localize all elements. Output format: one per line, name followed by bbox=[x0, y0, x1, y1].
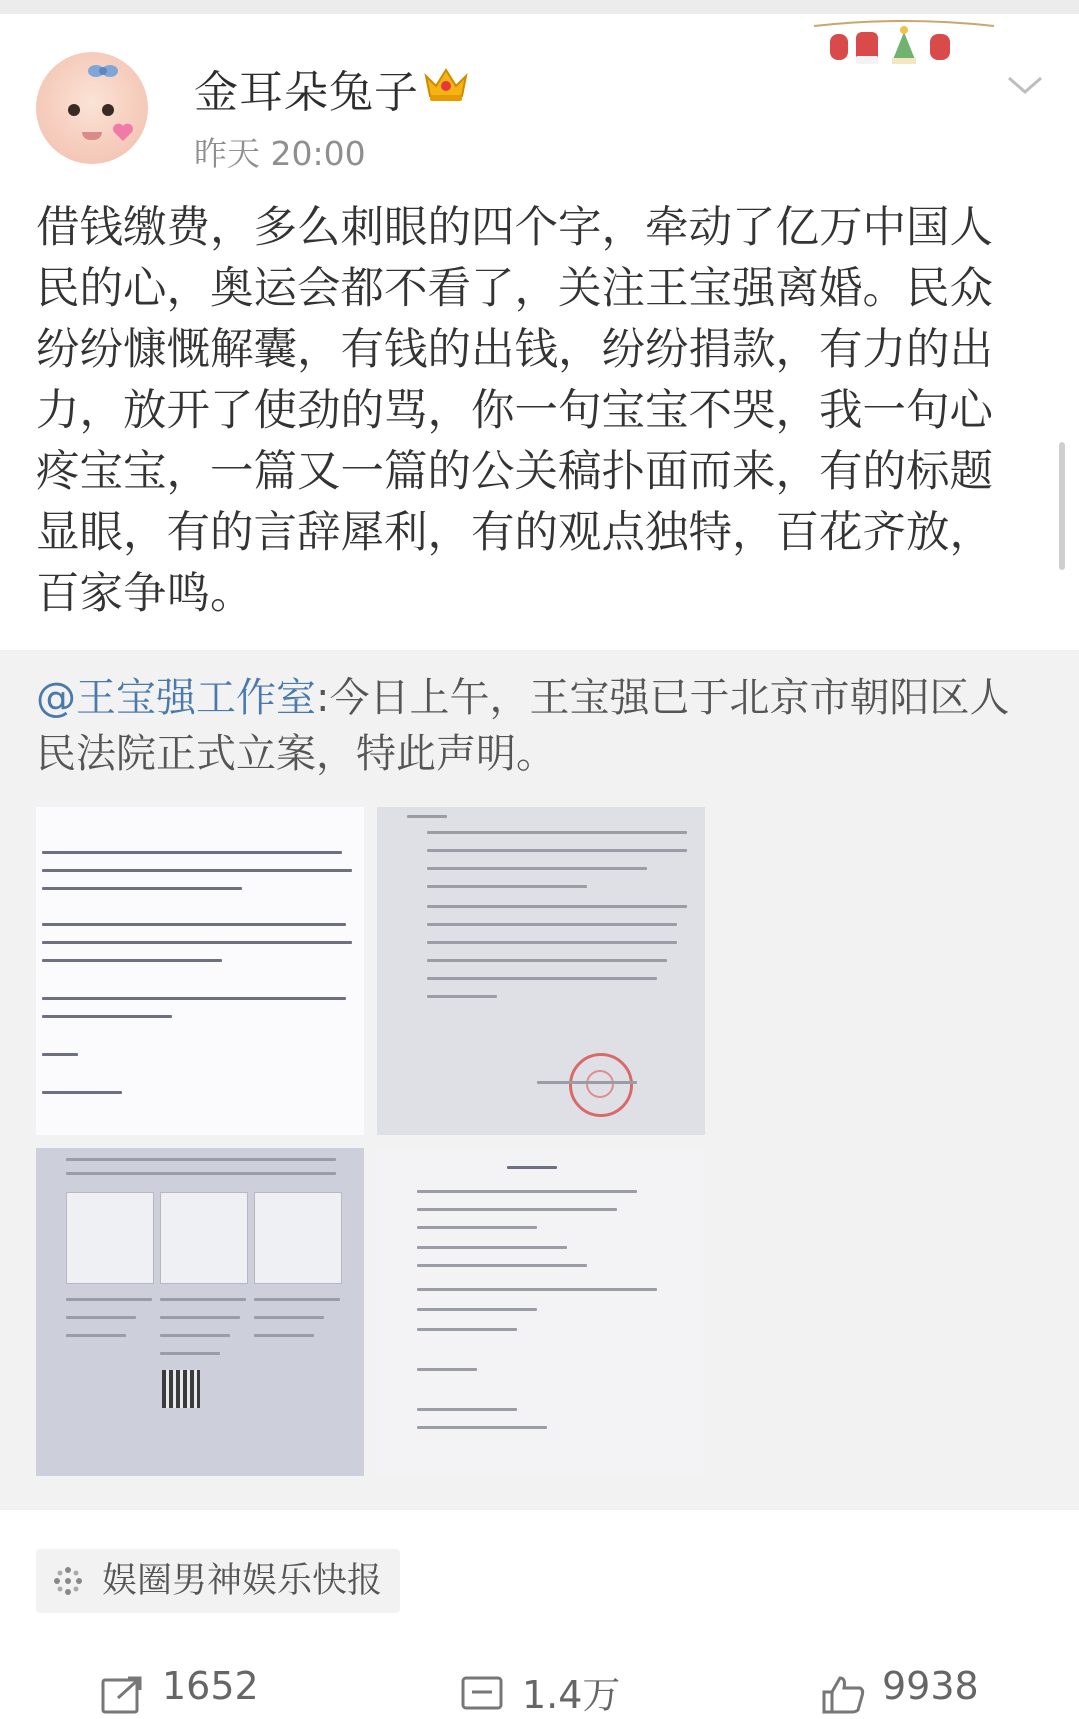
avatar-eye bbox=[68, 104, 80, 116]
telephone-icon bbox=[254, 1192, 342, 1284]
repost-card[interactable] bbox=[0, 650, 1079, 1510]
court-document-image[interactable] bbox=[377, 807, 705, 1135]
source-tag[interactable] bbox=[36, 1549, 400, 1613]
top-strip bbox=[0, 0, 1079, 14]
repost-count: 1652 bbox=[162, 1664, 259, 1708]
sparkle-icon bbox=[52, 1565, 84, 1597]
post-body: 借钱缴费，多么刺眼的四个字，牵动了亿万中国人民的心，奥运会都不看了，关注王宝强离婚。民众纷纷慷慨解囊，有钱的出钱，纷纷捐款，有力的出力，放开了使劲的骂，你一句宝宝不哭，我一句心疼宝宝，一篇又一篇的公关稿扑面而来，有的标题显眼，有的言辞犀利，有的观点独特，百花齐放，百家争鸣。 bbox=[36, 203, 993, 619]
court-notice-image[interactable] bbox=[377, 1148, 705, 1476]
avatar[interactable] bbox=[36, 52, 148, 164]
post-timestamp: 昨天 20:00 bbox=[194, 134, 366, 173]
comment-icon bbox=[460, 1674, 506, 1714]
phone-icon bbox=[160, 1192, 248, 1284]
comment-count: 1.4万 bbox=[522, 1673, 621, 1717]
repost-text bbox=[36, 670, 1046, 782]
computer-icon bbox=[66, 1192, 154, 1284]
username[interactable]: 金耳朵兔子 bbox=[194, 67, 419, 118]
heart-icon bbox=[112, 122, 134, 142]
qr-code-icon bbox=[162, 1370, 200, 1408]
mention-link[interactable]: @王宝强工作室 bbox=[36, 675, 316, 721]
like-count: 9938 bbox=[882, 1664, 979, 1708]
avatar-eye bbox=[102, 104, 114, 116]
thumbs-up-icon bbox=[820, 1674, 866, 1714]
repost-content: :今日上午，王宝强已于北京市朝阳区人民法院正式立案，特此声明。 bbox=[36, 675, 1010, 777]
bow-icon bbox=[88, 62, 118, 80]
court-statement-image[interactable] bbox=[36, 807, 364, 1135]
repost-icon bbox=[100, 1674, 146, 1714]
source-label: 娱圈男神娱乐快报 bbox=[102, 1561, 383, 1601]
court-seal-icon bbox=[569, 1053, 633, 1117]
crown-vip-icon bbox=[422, 64, 470, 104]
scrollbar[interactable] bbox=[1059, 442, 1065, 570]
court-services-image[interactable] bbox=[36, 1148, 364, 1476]
holiday-decoration-icon bbox=[812, 18, 996, 76]
avatar-mouth bbox=[82, 132, 102, 140]
chevron-down-icon[interactable] bbox=[1005, 74, 1045, 98]
